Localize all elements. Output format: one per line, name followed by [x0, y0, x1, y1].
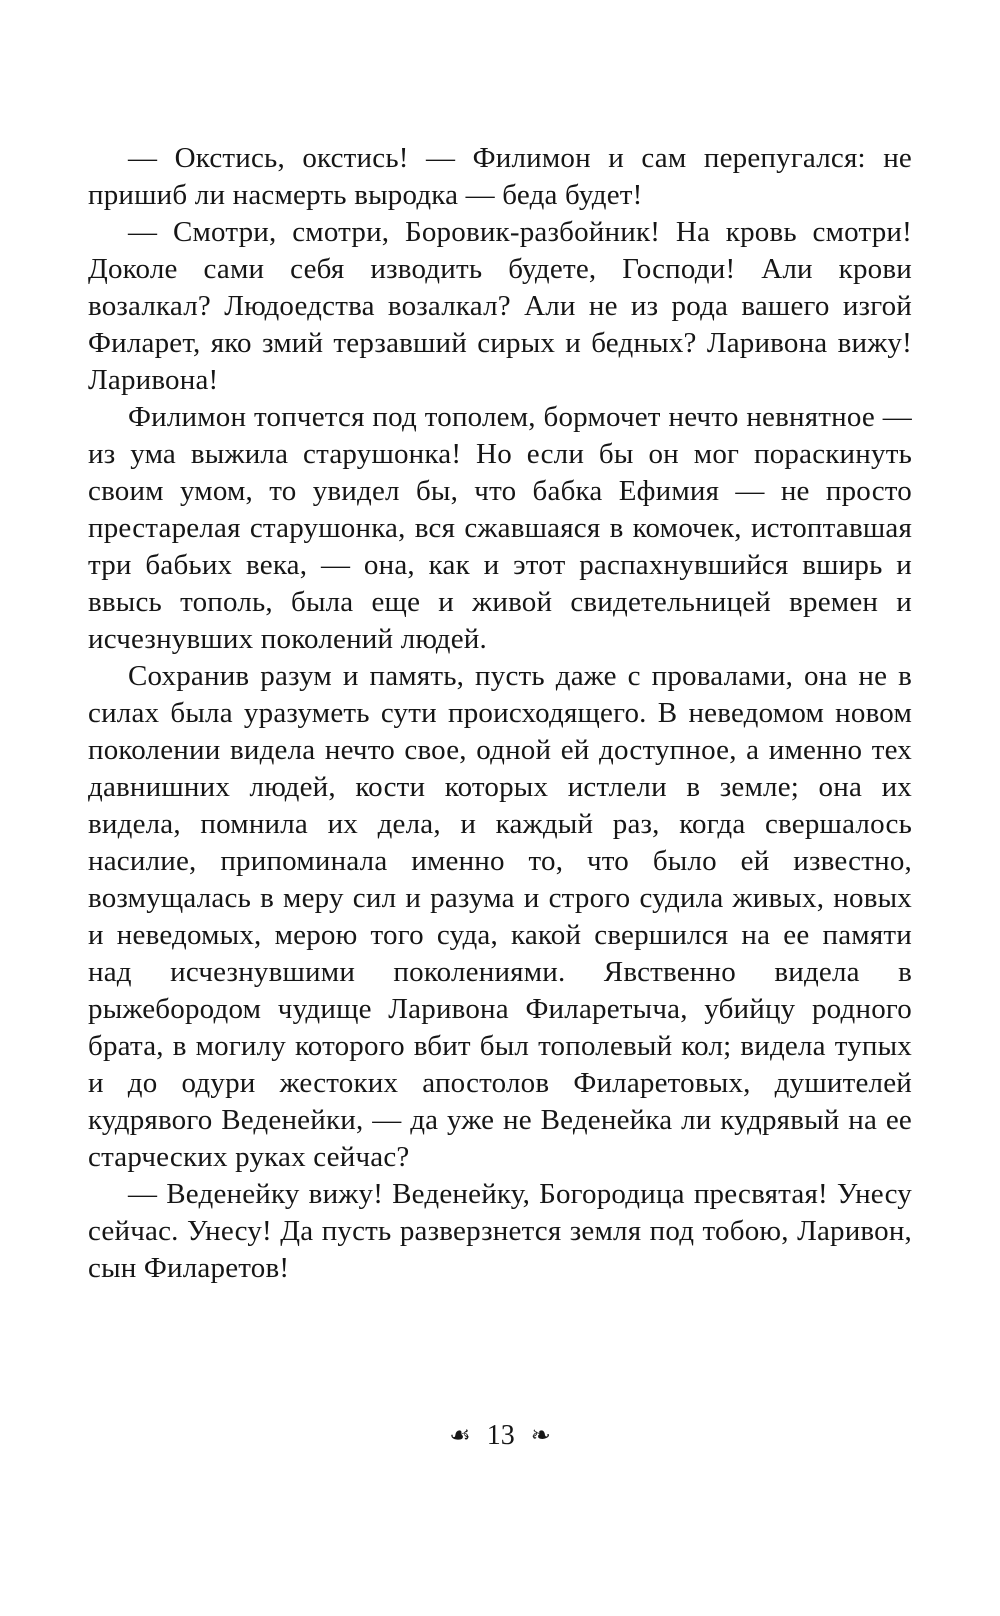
paragraph: — Веденейку вижу! Веденейку, Богородица пресвятая! Унесу сейчас. Унесу! Да пусть разверзнется земля под тобою, Ларивон, сын Филаретов! [88, 1178, 912, 1284]
right-fleuron-icon: ❧ [530, 1423, 551, 1449]
page-footer [0, 1420, 1000, 1452]
paragraph: Филимон топчется под тополем, бормочет нечто невнятное — из ума выжила старушонка! Но если бы он мог пораскинуть своим умом, то увидел бы, что бабка Ефимия — не просто престарелая старушонка, вся сжавшаяся в комочек, истоптавшая три бабьих века, — она, как и этот распахнувшийся вширь и ввысь тополь, была еще и живой свидетельницей времен и исчезнувших поколений людей. [88, 401, 912, 655]
paragraph: — Окстись, окстись! — Филимон и сам перепугался: не пришиб ли насмерть выродка — беда будет! [88, 142, 912, 211]
page-number: 13 [486, 1420, 515, 1451]
paragraph: Сохранив разум и память, пусть даже с провалами, она не в силах была уразуметь сути происходящего. В неведомом новом поколении видела нечто свое, одной ей доступное, а именно тех давнишних людей, кости которых истлели в земле; она их видела, помнила их дела, и каждый раз, когда свершалось насилие, припоминала именно то, что было ей известно, возмущалась в меру сил и разума и строго судила живых, новых и неведомых, мерою того суда, какой свершился на ее памяти над исчезнувшими поколениями. Явственно видела в рыжебородом чудище Ларивона Филаретыча, убийцу родного брата, в могилу которого вбит был тополевый кол; видела тупых и до одури жестоких апостолов Филаретовых, душителей кудрявого Веденейки, — да уже не Веденейка ли кудрявый на ее старческих руках сейчас? [88, 660, 912, 1173]
left-fleuron-icon: ☙ [449, 1423, 471, 1449]
paragraph: — Смотри, смотри, Боровик-разбойник! На кровь смотри! Доколе сами себя изводить будете, Господи! Али крови возалкал? Людоедства возалкал? Али не из рода вашего изгой Филарет, яко змий терзавший сирых и бедных? Ларивона вижу! Ларивона! [88, 216, 912, 396]
text-block [88, 140, 912, 1287]
